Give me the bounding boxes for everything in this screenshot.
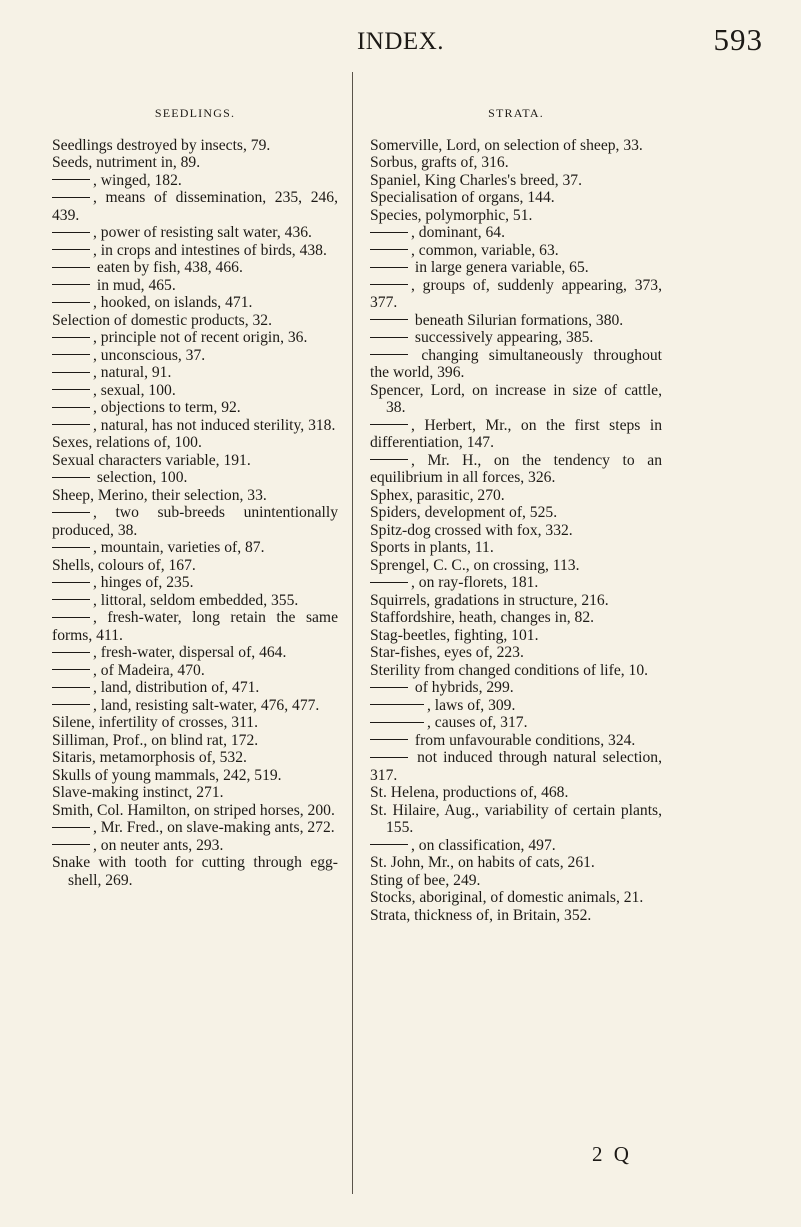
entry-text: in large genera variable, 65.: [411, 259, 589, 276]
ditto-dash: [52, 477, 90, 478]
index-entry: [370, 172, 662, 190]
entry-text: , mountain, varieties of, 87.: [93, 539, 265, 556]
ditto-dash: [52, 302, 90, 303]
index-entry: [52, 539, 338, 557]
entry-text: Strata, thickness of, in Britain, 352.: [370, 906, 592, 924]
ditto-dash: [52, 249, 90, 250]
entry-text: , groups of, suddenly appearing, 373, 377.: [370, 276, 662, 311]
right-column-heading: STRATA.: [488, 106, 544, 120]
index-entry: [370, 522, 662, 540]
entry-text: Sorbus, grafts of, 316.: [370, 154, 509, 171]
entry-text: , land, resisting salt-water, 476, 477.: [93, 696, 320, 714]
index-entry: [370, 557, 662, 575]
index-entry: [52, 574, 338, 592]
entry-text: Spaniel, King Charles's breed, 37.: [370, 171, 582, 189]
left-column: [52, 105, 338, 889]
index-entry: [370, 907, 662, 925]
index-entry: [370, 714, 662, 732]
ditto-dash: [52, 197, 90, 198]
index-entry: [370, 749, 662, 784]
index-entry: [370, 679, 662, 697]
ditto-dash: [52, 424, 90, 425]
ditto-dash: [370, 337, 408, 338]
entry-text: , winged, 182.: [93, 171, 182, 189]
index-entry: [52, 347, 338, 365]
index-entry: [52, 767, 338, 785]
index-entry: [52, 714, 338, 732]
index-entry: [370, 487, 662, 505]
ditto-dash: [52, 704, 90, 705]
entry-text: Stocks, aboriginal, of domestic animals, 21.: [370, 889, 644, 906]
index-entry: [370, 189, 662, 207]
index-entry: [52, 382, 338, 400]
entry-text: eaten by fish, 438, 466.: [93, 259, 243, 276]
index-entry: [370, 539, 662, 557]
index-entry: [370, 277, 662, 312]
ditto-dash: [52, 354, 90, 355]
entry-text: Spiders, development of, 525.: [370, 504, 558, 521]
ditto-dash: [370, 284, 408, 285]
index-entry: [52, 837, 338, 855]
index-entry: [370, 872, 662, 890]
entry-text: Silene, infertility of crosses, 311.: [52, 714, 259, 731]
index-entry: [370, 854, 662, 872]
entry-text: , sexual, 100.: [93, 381, 176, 399]
ditto-dash: [370, 424, 408, 425]
index-entry: [52, 609, 338, 644]
ditto-dash: [52, 827, 90, 828]
index-entry: [52, 224, 338, 242]
entry-text: Star-fishes, eyes of, 223.: [370, 644, 524, 661]
entry-text: Skulls of young mammals, 242, 519.: [52, 766, 282, 784]
running-title: INDEX.: [356, 28, 444, 55]
entry-text: , on neuter ants, 293.: [93, 836, 224, 854]
entry-text: Sitaris, metamorphosis of, 532.: [52, 749, 247, 766]
entry-text: , two sub-breeds unintentionally produced, 38.: [52, 504, 338, 539]
ditto-dash: [370, 267, 408, 268]
ditto-dash: [370, 687, 408, 688]
ditto-dash: [370, 722, 424, 723]
left-entry-list: [52, 137, 338, 890]
ditto-dash: [370, 459, 408, 460]
entry-text: , dominant, 64.: [411, 224, 505, 241]
entry-text: , objections to term, 92.: [93, 399, 241, 416]
index-entry: [52, 364, 338, 382]
index-entry: [370, 312, 662, 330]
ditto-dash: [52, 179, 90, 180]
index-entry: [370, 207, 662, 225]
index-entry: [52, 662, 338, 680]
entry-text: Sports in plants, 11.: [370, 539, 494, 556]
ditto-dash: [52, 617, 90, 618]
index-entry: [52, 644, 338, 662]
entry-text: , causes of, 317.: [427, 714, 528, 731]
ditto-dash: [52, 407, 90, 408]
ditto-dash: [52, 652, 90, 653]
entry-text: Specialisation of organs, 144.: [370, 189, 555, 206]
entry-text: , natural, 91.: [93, 364, 172, 381]
index-entry: [370, 627, 662, 645]
entry-text: , fresh-water, long retain the same forms, 411.: [52, 609, 338, 644]
ditto-dash: [52, 687, 90, 688]
index-entry: [52, 504, 338, 539]
entry-text: St. John, Mr., on habits of cats, 261.: [370, 854, 595, 871]
index-entry: [52, 417, 338, 435]
index-entry: [52, 819, 338, 837]
ditto-dash: [370, 582, 408, 583]
index-entry: [52, 294, 338, 312]
entry-text: , hinges of, 235.: [93, 574, 194, 591]
entry-text: St. Helena, productions of, 468.: [370, 784, 569, 801]
entry-text: Sterility from changed conditions of life, 10.: [370, 661, 649, 679]
ditto-dash: [370, 844, 408, 845]
index-entry: [370, 382, 662, 417]
entry-text: , principle not of recent origin, 36.: [93, 329, 308, 346]
index-entry: [370, 259, 662, 277]
entry-text: , Mr. H., on the tendency to an equilibrium in all forces, 326.: [370, 451, 662, 486]
ditto-dash: [52, 582, 90, 583]
entry-text: , power of resisting salt water, 436.: [93, 224, 312, 241]
entry-text: Snake with tooth for cutting through egg-shell, 269.: [52, 854, 338, 889]
entry-text: , unconscious, 37.: [93, 346, 206, 364]
index-entry: [52, 242, 338, 260]
ditto-dash: [52, 284, 90, 285]
ditto-dash: [370, 757, 408, 758]
right-entry-list: [370, 137, 662, 925]
entry-text: , littoral, seldom embedded, 355.: [93, 591, 299, 609]
entry-text: Stag-beetles, fighting, 101.: [370, 626, 539, 644]
entry-text: not induced through natural selection, 317.: [370, 749, 662, 784]
index-entry: [52, 592, 338, 610]
index-entry: [370, 329, 662, 347]
ditto-dash: [370, 354, 408, 355]
index-entry: [370, 504, 662, 522]
index-entry: [370, 609, 662, 627]
entry-text: , Herbert, Mr., on the first steps in differentiation, 147.: [370, 416, 662, 451]
index-entry: [52, 697, 338, 715]
index-entry: [52, 137, 338, 155]
entry-text: Spencer, Lord, on increase in size of cattle, 38.: [370, 381, 662, 416]
entry-text: , natural, has not induced sterility, 318.: [93, 416, 336, 434]
page-header: [0, 22, 801, 68]
entry-text: Species, polymorphic, 51.: [370, 206, 533, 224]
index-entry: [370, 224, 662, 242]
entry-text: , on ray-florets, 181.: [411, 574, 539, 591]
index-entry: [370, 802, 662, 837]
index-entry: [370, 347, 662, 382]
entry-text: Selection of domestic products, 32.: [52, 311, 273, 329]
right-column: [370, 105, 662, 924]
index-entry: [370, 242, 662, 260]
entry-text: Silliman, Prof., on blind rat, 172.: [52, 731, 259, 749]
index-entry: [52, 732, 338, 750]
index-entry: [52, 259, 338, 277]
entry-text: , laws of, 309.: [427, 696, 516, 714]
entry-text: successively appearing, 385.: [411, 329, 594, 346]
entry-text: , Mr. Fred., on slave-making ants, 272.: [93, 819, 335, 836]
entry-text: St. Hilaire, Aug., variability of certain plants, 155.: [370, 801, 662, 836]
index-entry: [370, 417, 662, 452]
entry-text: beneath Silurian formations, 380.: [411, 311, 624, 329]
entry-text: from unfavourable conditions, 324.: [411, 731, 636, 749]
entry-text: , of Madeira, 470.: [93, 661, 205, 679]
index-entry: [52, 312, 338, 330]
index-entry: [370, 644, 662, 662]
ditto-dash: [370, 249, 408, 250]
index-entry: [52, 452, 338, 470]
entry-text: , common, variable, 63.: [411, 241, 559, 259]
index-entry: [52, 557, 338, 575]
index-entry: [52, 487, 338, 505]
index-entry: [370, 837, 662, 855]
index-entry: [52, 784, 338, 802]
index-entry: [370, 697, 662, 715]
index-entry: [370, 662, 662, 680]
ditto-dash: [52, 372, 90, 373]
ditto-dash: [52, 512, 90, 513]
index-entry: [370, 889, 662, 907]
index-entry: [52, 172, 338, 190]
index-entry: [52, 434, 338, 452]
ditto-dash: [370, 232, 408, 233]
index-entry: [52, 277, 338, 295]
ditto-dash: [52, 389, 90, 390]
index-entry: [52, 802, 338, 820]
signature-mark: 2 Q: [592, 1142, 632, 1166]
entry-text: Smith, Col. Hamilton, on striped horses, 200.: [52, 801, 335, 819]
ditto-dash: [370, 739, 408, 740]
index-entry: [52, 189, 338, 224]
index-entry: [52, 854, 338, 889]
ditto-dash: [52, 844, 90, 845]
entry-text: , in crops and intestines of birds, 438.: [93, 241, 327, 259]
ditto-dash: [52, 337, 90, 338]
index-entry: [370, 592, 662, 610]
entry-text: Sheep, Merino, their selection, 33.: [52, 486, 267, 504]
page-number: 593: [713, 22, 763, 57]
column-divider: [352, 72, 353, 1194]
index-entry: [52, 329, 338, 347]
entry-text: , land, distribution of, 471.: [93, 679, 260, 696]
entry-text: Sphex, parasitic, 270.: [370, 486, 505, 504]
left-column-heading: SEEDLINGS.: [154, 106, 236, 120]
entry-text: Sexual characters variable, 191.: [52, 451, 251, 469]
ditto-dash: [52, 599, 90, 600]
entry-text: Shells, colours of, 167.: [52, 556, 196, 574]
index-entry: [52, 469, 338, 487]
index-entry: [370, 732, 662, 750]
index-entry: [370, 784, 662, 802]
entry-text: Staffordshire, heath, changes in, 82.: [370, 609, 595, 626]
entry-text: Spitz-dog crossed with fox, 332.: [370, 521, 573, 539]
entry-text: Seedlings destroyed by insects, 79.: [52, 136, 271, 154]
entry-text: Seeds, nutriment in, 89.: [52, 154, 201, 171]
index-entry: [370, 452, 662, 487]
entry-text: Slave-making instinct, 271.: [52, 784, 224, 801]
entry-text: selection, 100.: [93, 469, 188, 486]
index-entry: [52, 399, 338, 417]
entry-text: Sting of bee, 249.: [370, 871, 481, 889]
ditto-dash: [52, 669, 90, 670]
index-entry: [52, 679, 338, 697]
index-entry: [370, 154, 662, 172]
index-entry: [52, 154, 338, 172]
entry-text: , hooked, on islands, 471.: [93, 294, 253, 311]
index-entry: [52, 749, 338, 767]
entry-text: Sprengel, C. C., on crossing, 113.: [370, 556, 580, 574]
ditto-dash: [52, 547, 90, 548]
index-entry: [370, 574, 662, 592]
ditto-dash: [370, 704, 424, 705]
ditto-dash: [52, 267, 90, 268]
entry-text: , on classification, 497.: [411, 836, 556, 854]
entry-text: in mud, 465.: [93, 276, 176, 294]
entry-text: Sexes, relations of, 100.: [52, 434, 202, 451]
index-entry: [370, 137, 662, 155]
ditto-dash: [52, 232, 90, 233]
entry-text: of hybrids, 299.: [411, 679, 514, 696]
entry-text: Squirrels, gradations in structure, 216.: [370, 591, 609, 609]
entry-text: , fresh-water, dispersal of, 464.: [93, 644, 287, 661]
entry-text: Somerville, Lord, on selection of sheep, 33.: [370, 136, 643, 154]
ditto-dash: [370, 319, 408, 320]
entry-text: changing simultaneously throughout the world, 396.: [370, 346, 662, 381]
entry-text: , means of dissemination, 235, 246, 439.: [52, 189, 338, 224]
